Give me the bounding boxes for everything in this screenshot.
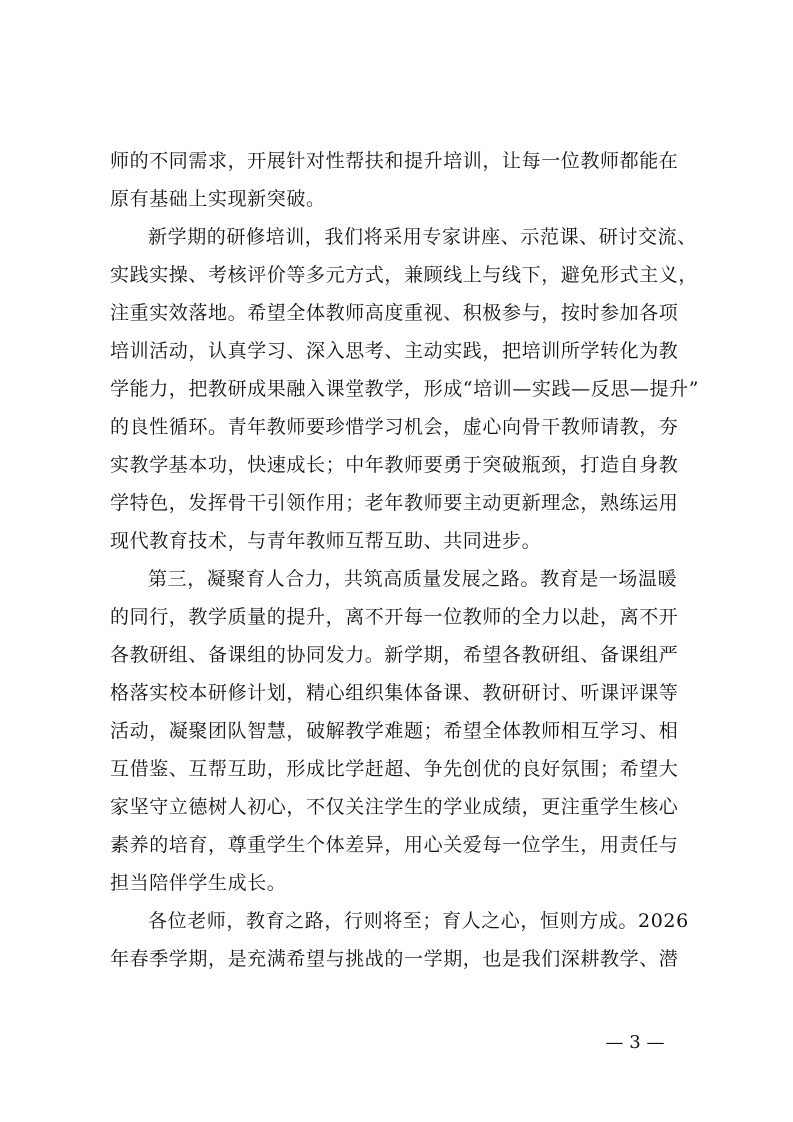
text-line: 学能力，把教研成果融入课堂教学，形成“培训—实践—反思—提升” (110, 378, 700, 400)
text-line: 培训活动，认真学习、深入思考、主动实践，把培训所学转化为教 (110, 340, 679, 362)
text-line: 格落实校本研修计划，精心组织集体备课、教研研讨、听课评课等 (110, 682, 679, 704)
text-line: 家坚守立德树人初心，不仅关注学生的学业成绩，更注重学生核心 (110, 796, 679, 818)
text-line: 素养的培育，尊重学生个体差异，用心关爱每一位学生，用责任与 (110, 834, 679, 856)
text-line: 的良性循环。青年教师要珍惜学习机会，虚心向骨干教师请教，夯 (110, 416, 679, 438)
text-line: 的同行，教学质量的提升，离不开每一位教师的全力以赴，离不开 (110, 606, 679, 628)
text-line: 实教学基本功，快速成长；中年教师要勇于突破瓶颈，打造自身教 (110, 454, 679, 476)
text-line: 年春季学期，是充满希望与挑战的一学期，也是我们深耕教学、潜 (110, 948, 679, 970)
text-line: 担当陪伴学生成长。 (110, 872, 287, 894)
text-line: 活动，凝聚团队智慧，破解教学难题；希望全体教师相互学习、相 (110, 720, 679, 742)
text-line: 师的不同需求，开展针对性帮扶和提升培训，让每一位教师都能在 (110, 150, 679, 172)
text-line: 现代教育技术，与青年教师互帮互助、共同进步。 (110, 530, 542, 552)
paragraph-first-line: 新学期的研修培训，我们将采用专家讲座、示范课、研讨交流、 (148, 226, 697, 248)
text-line: 互借鉴、互帮互助，形成比学赶超、争先创优的良好氛围；希望大 (110, 758, 679, 780)
text-line: 原有基础上实现新突破。 (110, 188, 326, 210)
paragraph-first-line: 各位老师，教育之路，行则将至；育人之心，恒则方成。2026 (148, 910, 689, 932)
text-line: 学特色，发挥骨干引领作用；老年教师要主动更新理念，熟练运用 (110, 492, 679, 514)
text-line: 实践实操、考核评价等多元方式，兼顾线上与线下，避免形式主义， (110, 264, 699, 286)
text-line: 注重实效落地。希望全体教师高度重视、积极参与，按时参加各项 (110, 302, 679, 324)
paragraph-first-line: 第三，凝聚育人合力，共筑高质量发展之路。教育是一场温暖 (148, 568, 678, 590)
page-number: — 3 — (605, 1032, 665, 1053)
text-line: 各教研组、备课组的协同发力。新学期，希望各教研组、备课组严 (110, 644, 679, 666)
